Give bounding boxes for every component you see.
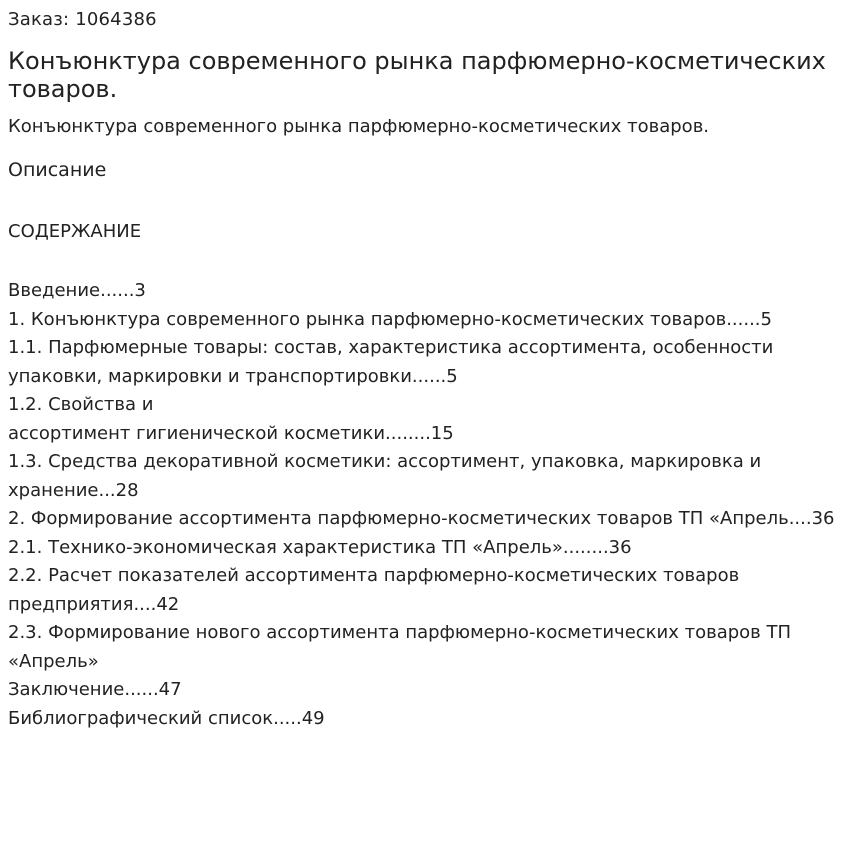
toc-item: 2.3. Формирование нового ассортимента парфюмерно-косметических товаров ТП «Апрель» [8, 622, 792, 672]
toc-item: ассортимент гигиенической косметики........15 [8, 422, 454, 444]
toc-item: 2. Формирование ассортимента парфюмерно-косметических товаров ТП «Апрель....36 [8, 508, 835, 529]
order-number: Заказ: 1064386 [8, 9, 157, 30]
toc-item: Введение......3 [8, 280, 146, 301]
toc-item: 1.1. Парфюмерные товары: состав, характеристика ассортимента, особенности упаковки, маркировки и транспортировки......5 [8, 337, 774, 387]
toc-item: Библиографический список.....49 [8, 707, 325, 729]
page-title: Конъюнктура современного рынка парфюмерно-косметических товаров. [8, 47, 826, 103]
toc-item: 1.2. Свойства и [8, 394, 154, 415]
page-subtitle: Конъюнктура современного рынка парфюмерно-косметических товаров. [8, 116, 710, 137]
toc-item: 1.3. Средства декоративной косметики: ассортимент, упаковка, маркировка и хранение...28 [8, 451, 762, 501]
toc-item: 2.2. Расчет показателей ассортимента парфюмерно-косметических товаров предприятия....42 [8, 565, 740, 615]
description-heading: Описание [8, 159, 107, 181]
table-of-contents [8, 277, 840, 733]
toc-item: Заключение......47 [8, 679, 182, 700]
toc-item: 1. Конъюнктура современного рынка парфюмерно-косметических товаров......5 [8, 308, 772, 330]
toc-item: 2.1. Технико-экономическая характеристика ТП «Апрель»........36 [8, 536, 632, 558]
contents-heading: СОДЕРЖАНИЕ [8, 221, 142, 242]
